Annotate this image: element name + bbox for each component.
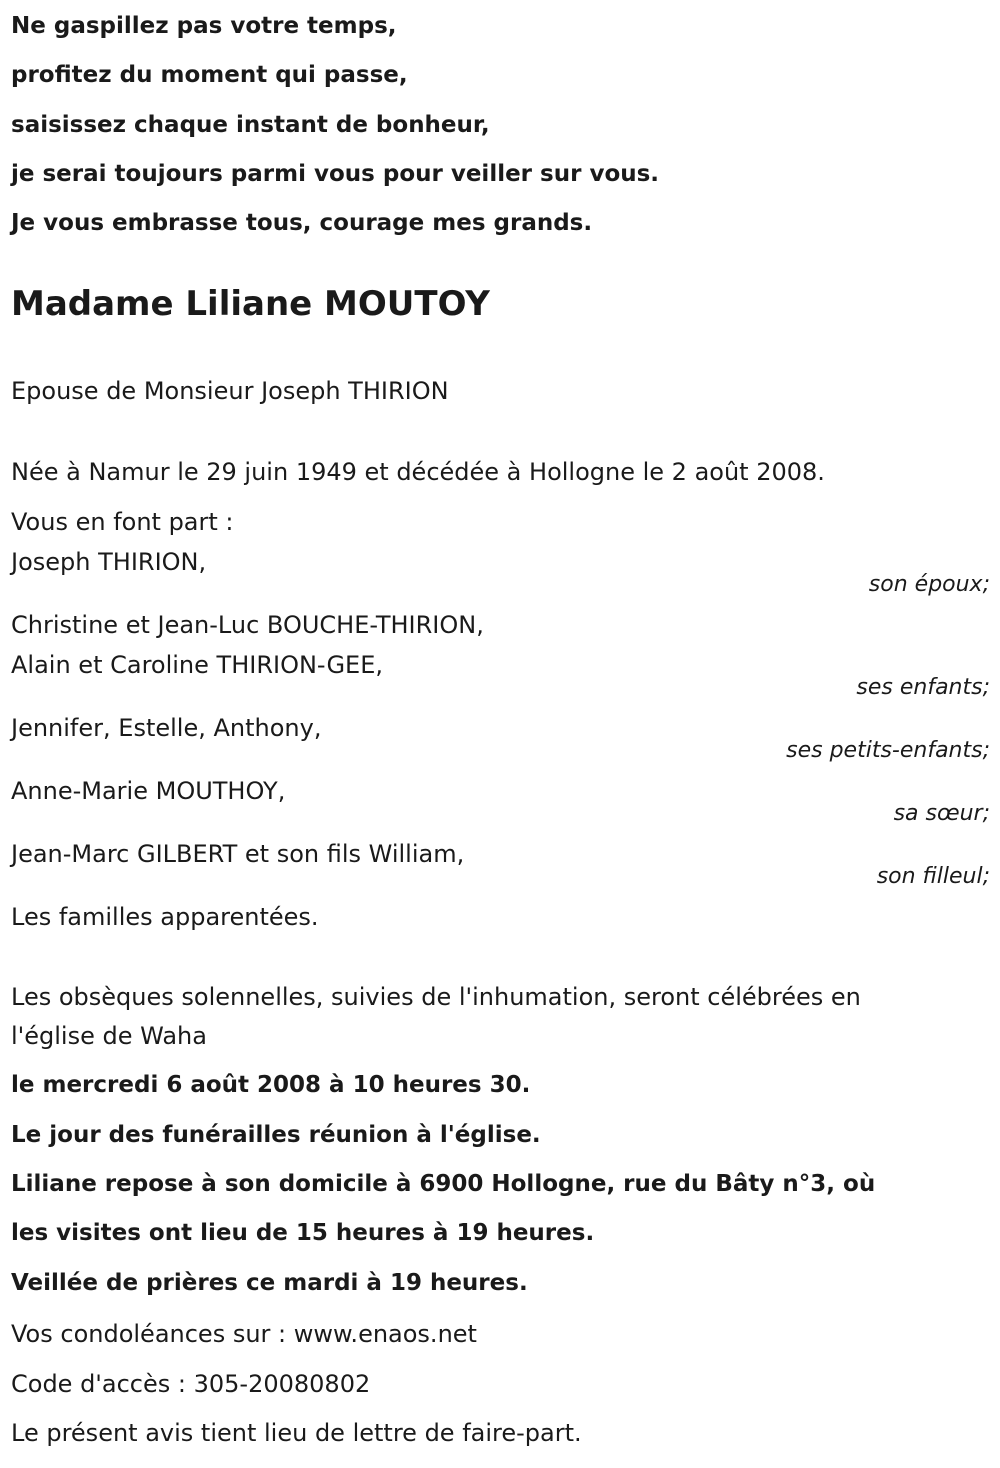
- condolences-line: Vos condoléances sur : www.enaos.net: [11, 1320, 477, 1348]
- rest-line-1: Liliane repose à son domicile à 6900 Hollogne, rue du Bâty n°3, où: [11, 1171, 876, 1197]
- poem-line-1: Ne gaspillez pas votre temps,: [11, 13, 397, 39]
- birth-death-line: Née à Namur le 29 juin 1949 et décédée à Hollogne le 2 août 2008.: [11, 458, 825, 486]
- poem-line-2: profitez du moment qui passe,: [11, 62, 408, 88]
- family-name: Joseph THIRION,: [11, 548, 207, 576]
- family-name: Anne-Marie MOUTHOY,: [11, 777, 286, 805]
- funeral-meeting-line: Le jour des funérailles réunion à l'église.: [11, 1122, 541, 1148]
- family-name: Jean-Marc GILBERT et son fils William,: [11, 840, 465, 868]
- spouse-line: Epouse de Monsieur Joseph THIRION: [11, 377, 449, 405]
- families-line: Les familles apparentées.: [11, 903, 319, 931]
- announce-intro: Vous en font part :: [11, 508, 234, 536]
- family-name: Alain et Caroline THIRION-GEE,: [11, 651, 384, 679]
- family-relation: son époux;: [868, 572, 990, 597]
- rest-line-2: les visites ont lieu de 15 heures à 19 heures.: [11, 1220, 595, 1246]
- funeral-line-2: l'église de Waha: [11, 1022, 207, 1050]
- funeral-date-line: le mercredi 6 août 2008 à 10 heures 30.: [11, 1072, 531, 1098]
- family-relation: sa sœur;: [893, 801, 990, 826]
- deceased-name: Madame Liliane MOUTOY: [11, 284, 490, 324]
- family-relation: ses petits-enfants;: [786, 738, 990, 763]
- funeral-line-1: Les obsèques solennelles, suivies de l'inhumation, seront célébrées en: [11, 983, 861, 1011]
- poem-line-4: je serai toujours parmi vous pour veiller sur vous.: [11, 161, 660, 187]
- family-relation: ses enfants;: [856, 675, 990, 700]
- access-code-line: Code d'accès : 305-20080802: [11, 1370, 371, 1398]
- notice-line: Le présent avis tient lieu de lettre de faire-part.: [11, 1419, 582, 1447]
- vigil-line: Veillée de prières ce mardi à 19 heures.: [11, 1270, 528, 1296]
- family-relation: son filleul;: [876, 864, 990, 889]
- poem-line-5: Je vous embrasse tous, courage mes grands.: [11, 210, 593, 236]
- family-name: Christine et Jean-Luc BOUCHE-THIRION,: [11, 611, 484, 639]
- poem-line-3: saisissez chaque instant de bonheur,: [11, 112, 490, 138]
- family-name: Jennifer, Estelle, Anthony,: [11, 714, 322, 742]
